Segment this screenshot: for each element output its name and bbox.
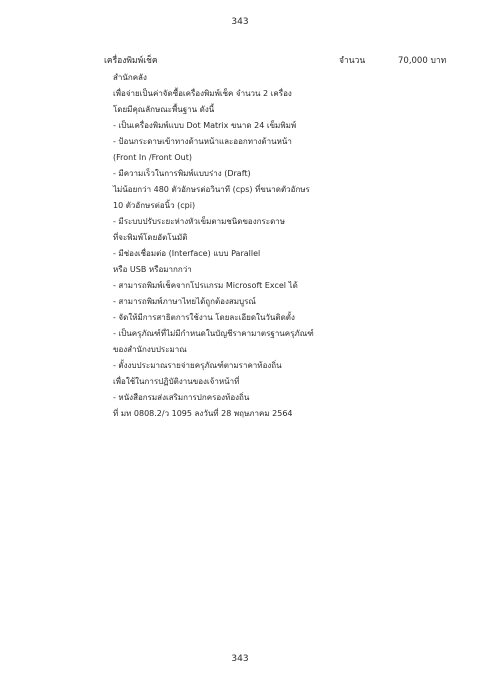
item-amount: 70,000 บาท — [398, 56, 447, 66]
description-line: เพื่อจ่ายเป็นค่าจัดซื้อเครื่องพิมพ์เช็ค จำนวน 2 เครื่อง — [113, 89, 292, 98]
description-line: โดยมีคุณลักษณะพื้นฐาน ดังนี้ — [113, 105, 215, 114]
description-line: - หนังสือกรมส่งเสริมการปกครองท้องถิ่น — [113, 393, 250, 402]
description-line: - มีระบบปรับระยะห่างหัวเข็มตามชนิดของกระดาษ — [113, 217, 286, 226]
description-line: - จัดให้มีการสาธิตการใช้งาน โดยละเอียดในวันติดตั้ง — [113, 313, 295, 322]
item-header — [0, 55, 480, 67]
description-line: ของสำนักงบประมาณ — [113, 345, 187, 354]
description-line: - สามารถพิมพ์เช็คจากโปรแกรม Microsoft Excel ได้ — [113, 281, 298, 290]
description-line: หรือ USB หรือมากกว่า — [113, 265, 192, 274]
description-line: - มีช่องเชื่อมต่อ (Interface) แบบ Parallel — [113, 249, 261, 258]
description-line: - ป้อนกระดาษเข้าทางด้านหน้าและออกทางด้านหน้า — [113, 137, 292, 146]
description-line: ที่จะพิมพ์โดยอัตโนมัติ — [113, 233, 188, 242]
description-line: - เป็นครุภัณฑ์ที่ไม่มีกำหนดในบัญชีราคามาตรฐานครุภัณฑ์ — [113, 329, 314, 338]
description-line: ที่ มท 0808.2/ว 1095 ลงวันที่ 28 พฤษภาคม 2564 — [113, 409, 293, 418]
description-line: 10 ตัวอักษรต่อนิ้ว (cpi) — [113, 201, 196, 210]
item-quantity-label: จำนวน — [339, 56, 366, 66]
description-line: - ตั้งงบประมาณรายจ่ายครุภัณฑ์ตามราคาท้องถิ่น — [113, 361, 282, 370]
description-line: สำนักคลัง — [113, 73, 147, 82]
page-number-bottom: 343 — [231, 654, 249, 664]
description-line: เพื่อใช้ในการปฏิบัติงานของเจ้าหน้าที่ — [113, 377, 240, 386]
page-number-top: 343 — [231, 17, 249, 27]
description-line: - สามารถพิมพ์ภาษาไทยได้ถูกต้องสมบูรณ์ — [113, 297, 256, 306]
description-line: ไม่น้อยกว่า 480 ตัวอักษรต่อวินาที (cps) ที่ขนาดตัวอักษร — [113, 185, 310, 194]
item-name: เครื่องพิมพ์เช็ค — [104, 56, 158, 66]
description-line: - เป็นเครื่องพิมพ์แบบ Dot Matrix ขนาด 24 เข็มพิมพ์ — [113, 121, 297, 130]
description-line: - มีความเร็วในการพิมพ์แบบร่าง (Draft) — [113, 169, 251, 178]
description-line: (Front In /Front Out) — [113, 153, 192, 162]
